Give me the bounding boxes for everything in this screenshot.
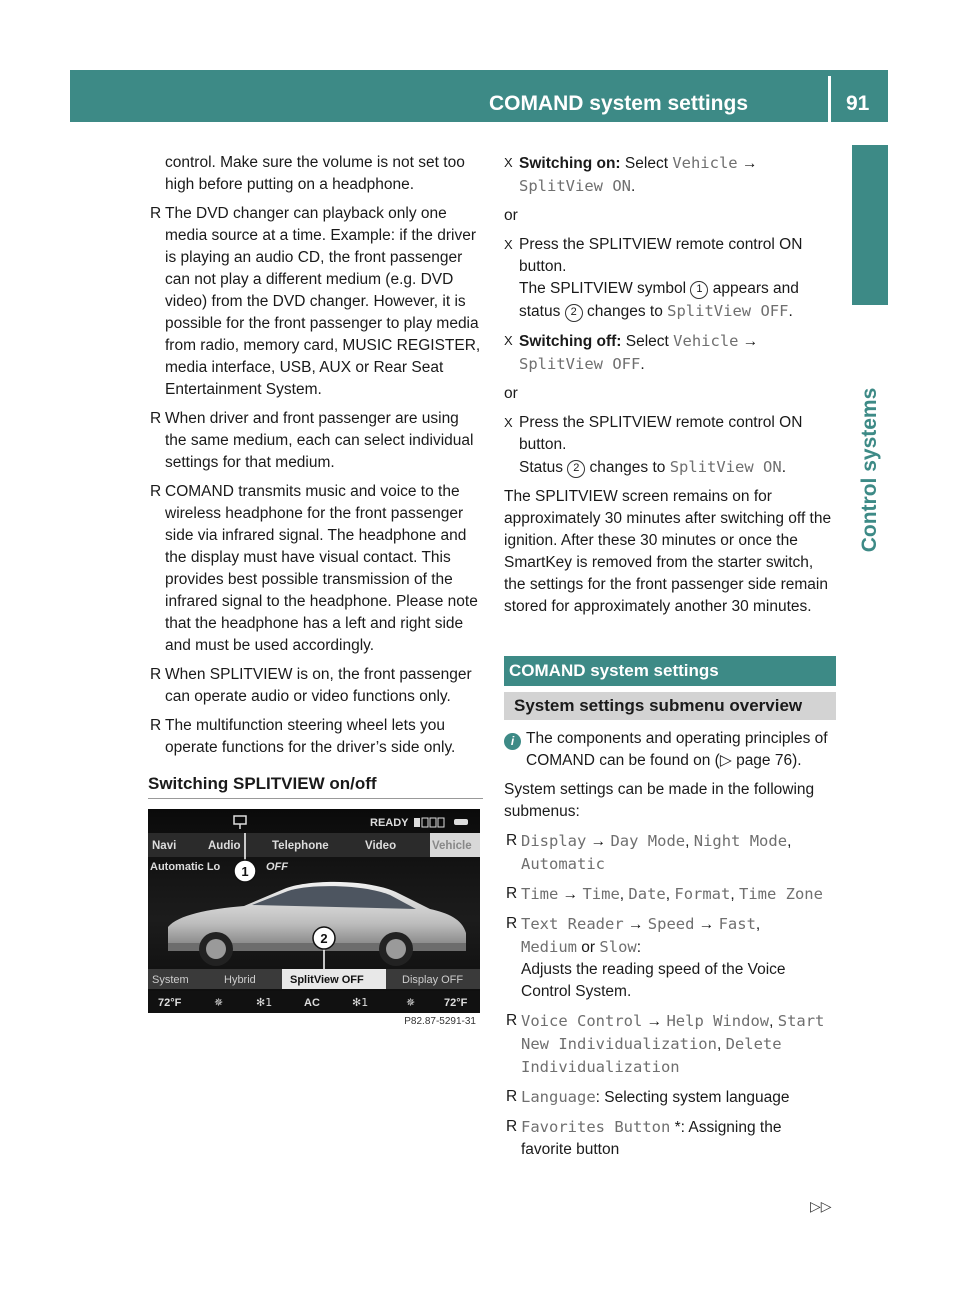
list-item: R When driver and front passenger are using the same medium, each can select individual settings for that medium. [150, 410, 474, 471]
phone-icon [454, 819, 468, 825]
side-tab [852, 145, 888, 305]
list-item: R COMAND transmits music and voice to the wireless headphone for the front passenger side via infrared signal. The headphone and the display must have visual contact. This provides best possible transmission of the infrared signal to the headphone. Please note that the headphone has a left and right side and must be used accordingly. [150, 483, 478, 654]
continued-paragraph: control. Make sure the volume is not set too high before putting on a headphone. [165, 154, 465, 193]
section-title: COMAND system settings [504, 656, 836, 686]
step-press-on: X Press the SPLITVIEW remote control ON button. The SPLITVIEW symbol 1 appears and status 2 changes to SplitView OFF. [504, 236, 803, 320]
info-note: i The components and operating principles of COMAND can be found on (▷ page 76). [504, 728, 836, 772]
list-item: R Favorites Button *: Assigning the favorite button [506, 1118, 782, 1158]
airflow-right-icon: ✵ [406, 996, 416, 1009]
fan-left-icon: ✻1 [256, 996, 273, 1009]
continue-icon: ▷▷ [810, 1198, 832, 1214]
callout-2-ref: 2 [567, 460, 585, 478]
fan-right-icon: ✻1 [352, 996, 369, 1009]
left-column [148, 152, 483, 1029]
subheading: Switching SPLITVIEW on/off [148, 773, 483, 799]
intro-paragraph: System settings can be made in the following submenus: [504, 781, 815, 820]
menu-system: System [152, 974, 189, 986]
splitview-paragraph: The SPLITVIEW screen remains on for approximately 30 minutes after switching off the ignition. After these 30 minutes or once the SmartKey is removed from the starter switch, the settings for the front passenger side remain stored for approximately another 30 minutes. [504, 488, 832, 615]
menu-hybrid: Hybrid [224, 974, 256, 986]
menu-splitview-off: SplitView OFF [290, 974, 364, 986]
list-item: R The multifunction steering wheel lets you operate functions for the driver’s side only. [150, 717, 456, 756]
header-title: COMAND system settings [488, 92, 748, 115]
list-item: R The DVD changer can playback only one media source at a time. Example: if the driver is playing an audio CD, the front passenger can not play a different medium (e.g. DVD video) from the DVD changer. However, it is possible for the front passenger to play media from radio, memory card, MUSIC REGISTER, media interface, USB, AUX or Rear Seat Entertainment System. [150, 205, 481, 398]
tab-vehicle: Vehicle [432, 840, 472, 852]
automatic-lock-value: OFF [266, 861, 288, 873]
list-item: R Voice Control → Help Window, Start New Individualization, Delete Individualization [506, 1012, 825, 1076]
step-switching-off: X Switching off: Select Vehicle → SplitView OFF. [504, 332, 759, 373]
splitview-screen-image [148, 809, 480, 1029]
climate-ac: AC [304, 997, 320, 1009]
list-item: R When SPLITVIEW is on, the front passenger can operate audio or video functions only. [150, 666, 472, 705]
climate-temp-left: 72°F [158, 997, 182, 1009]
right-column [504, 152, 836, 1168]
page-header [70, 70, 888, 122]
info-icon: i [504, 733, 521, 750]
tab-navi: Navi [152, 840, 177, 852]
status-ready: READY [370, 817, 409, 829]
tab-telephone: Telephone [272, 840, 329, 852]
page-number: 91 [846, 92, 870, 115]
or-text: or [504, 207, 518, 224]
tab-audio: Audio [208, 840, 241, 852]
automatic-lock-label: Automatic Lo [150, 861, 221, 873]
or-text: or [504, 385, 518, 402]
climate-temp-right: 72°F [444, 997, 468, 1009]
subsection-title: System settings submenu overview [504, 692, 836, 720]
callout-1-ref: 1 [690, 281, 708, 299]
list-item: R Display → Day Mode, Night Mode, Automatic [506, 832, 792, 873]
list-item: R Time → Time, Date, Format, Time Zone [506, 885, 823, 903]
list-item: R Language: Selecting system language [506, 1088, 790, 1106]
step-press-off: X Press the SPLITVIEW remote control ON button. Status 2 changes to SplitView ON. [504, 414, 803, 476]
figure-id: P82.87-5291-31 [404, 1016, 476, 1027]
menu-display-off: Display OFF [402, 974, 464, 986]
svg-text:2: 2 [320, 931, 328, 946]
header-separator [828, 76, 831, 122]
step-switching-on: X Switching on: Select Vehicle → SplitView ON. [504, 154, 758, 195]
list-item: R Text Reader → Speed → Fast, Medium or Slow: Adjusts the reading speed of the Voice Control System. [506, 915, 786, 1000]
side-tab-label: Control systems [858, 387, 881, 553]
airflow-left-icon: ✵ [214, 996, 224, 1009]
tab-video: Video [365, 840, 397, 852]
svg-text:1: 1 [241, 864, 249, 879]
callout-2-ref: 2 [565, 304, 583, 322]
